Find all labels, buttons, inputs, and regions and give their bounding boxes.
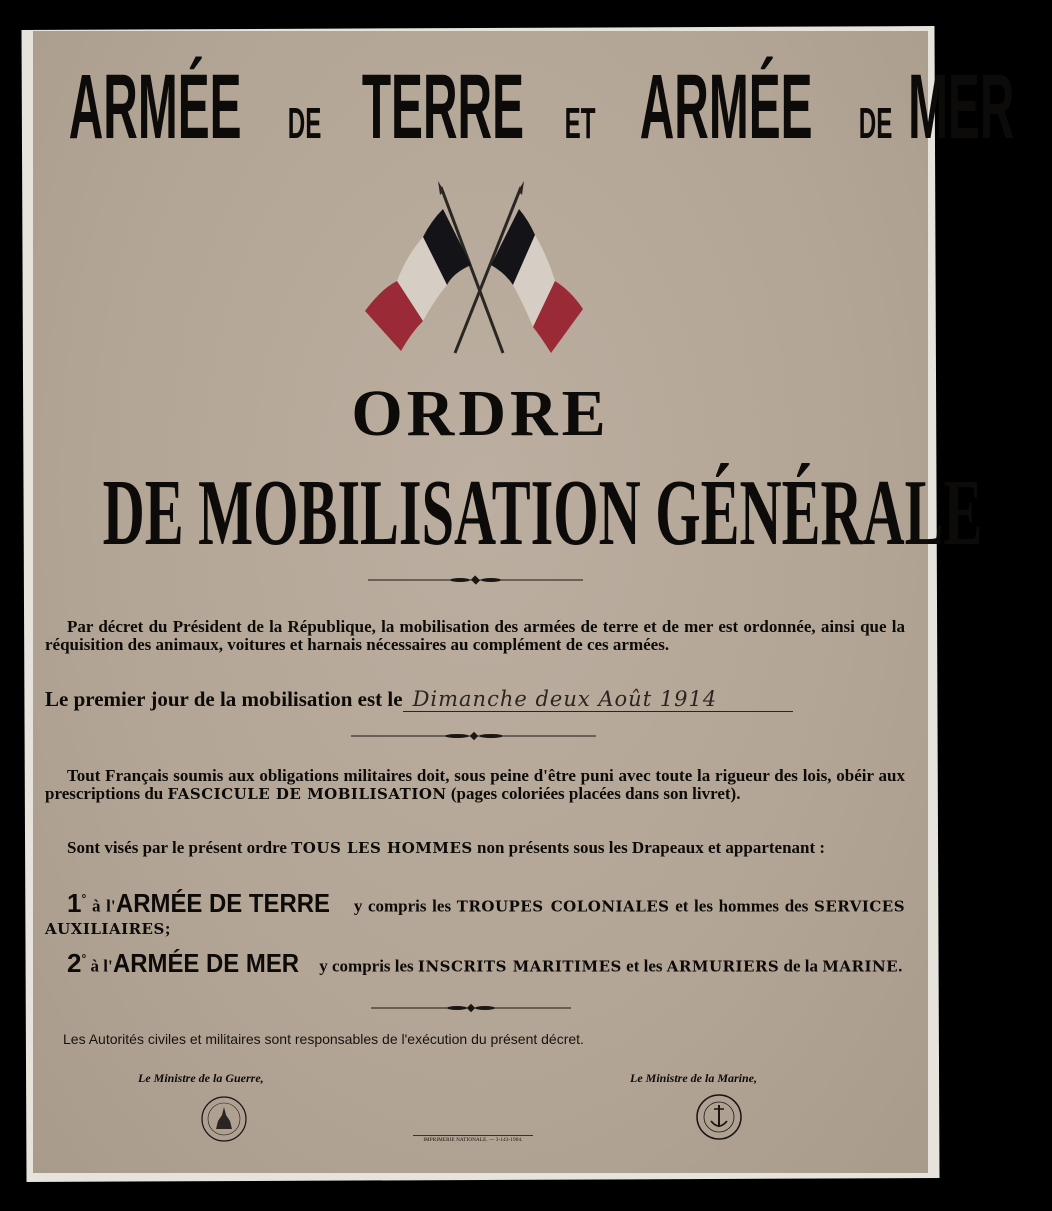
first-day-label: Le premier jour de la mobilisation est le: [45, 687, 403, 711]
headline-word: TERRE: [362, 56, 525, 158]
concerned-text-end: non présents sous les Drapeaux et appartenant :: [477, 838, 826, 857]
concerned-paragraph: [45, 839, 905, 857]
printer-imprint: IMPRIMERIE NATIONALE. — 3-143-1904.: [413, 1135, 533, 1143]
headline-word: ET: [564, 99, 596, 148]
item-text: et les: [626, 956, 663, 976]
item-prefix: à l': [91, 896, 116, 916]
ornamental-separator: [368, 575, 583, 585]
minister-of-war-signature: Le Ministre de la Guerre,: [138, 1071, 264, 1085]
decree-text: Par décret du Président de la République, la mobilisation des armées de terre et de mer est ordonnée, ainsi que la réquisition des animaux, voitures et harnais nécessaires au complément de ces armées.: [45, 617, 905, 654]
item-end: .: [898, 956, 903, 976]
fascicule-emphasis: FASCICULE DE MOBILISATION: [167, 785, 447, 803]
headline-word: MER: [907, 56, 1014, 158]
responsibility-statement: Les Autorités civiles et militaires sont responsables de l'exécution du présent décret.: [63, 1031, 584, 1047]
list-item-armee-de-mer: [45, 947, 905, 978]
title-mobilisation-text: DE MOBILISATION GÉNÉRALE: [102, 461, 983, 565]
headline-word: ARMÉE: [639, 56, 813, 158]
obligation-text: Tout Français soumis aux obligations militaires doit, sous peine d'être puni avec toute la rigueur des lois, obéir aux prescriptions du: [45, 766, 905, 803]
ornamental-separator: [371, 1003, 571, 1013]
headline: [33, 56, 1014, 158]
item-branch: ARMÉE DE MER: [112, 947, 299, 978]
handwritten-date: Dimanche deux Août 1914: [403, 687, 793, 712]
item-prefix: à l': [90, 956, 113, 976]
item-number: 1°: [67, 887, 87, 918]
item-emphasis: MARINE: [822, 957, 899, 976]
item-emphasis: ARMURIERS: [666, 957, 780, 976]
ornamental-separator: [351, 731, 596, 741]
obligation-paragraph: [45, 767, 905, 803]
first-day-line: [45, 687, 915, 712]
item-text: y compris les: [353, 896, 452, 916]
concerned-text: Sont visés par le présent ordre: [67, 838, 287, 857]
headline-word: ARMÉE: [68, 56, 242, 158]
minister-of-navy-signature: Le Ministre de la Marine,: [630, 1071, 758, 1085]
title-ordre: ORDRE: [351, 377, 610, 450]
item-number: 2°: [67, 947, 87, 978]
crossed-french-flags-icon: [343, 181, 603, 361]
item-end: ;: [164, 918, 171, 938]
tous-les-hommes-emphasis: TOUS LES HOMMES: [291, 839, 473, 857]
headline-word: DE: [858, 99, 893, 148]
item-text: y compris les: [319, 956, 414, 976]
item-emphasis: SERVICES AUXILIAIRES: [45, 897, 906, 938]
list-item-armee-de-terre: [45, 887, 905, 940]
item-emphasis: TROUPES COLONIALES: [456, 897, 670, 916]
item-emphasis: INSCRITS MARITIMES: [417, 957, 622, 976]
ministry-of-war-seal-icon: [200, 1095, 248, 1143]
item-branch: ARMÉE DE TERRE: [115, 887, 330, 918]
title-mobilisation-generale: [33, 461, 983, 565]
mobilization-poster: [33, 31, 1014, 1173]
item-text: de la: [783, 956, 818, 976]
headline-word: DE: [287, 99, 322, 148]
decree-paragraph: [45, 618, 905, 654]
obligation-text-end: (pages coloriées placées dans son livret).: [450, 784, 741, 803]
item-text: et les hommes des: [675, 896, 809, 916]
ministry-of-navy-anchor-seal-icon: [695, 1093, 743, 1141]
